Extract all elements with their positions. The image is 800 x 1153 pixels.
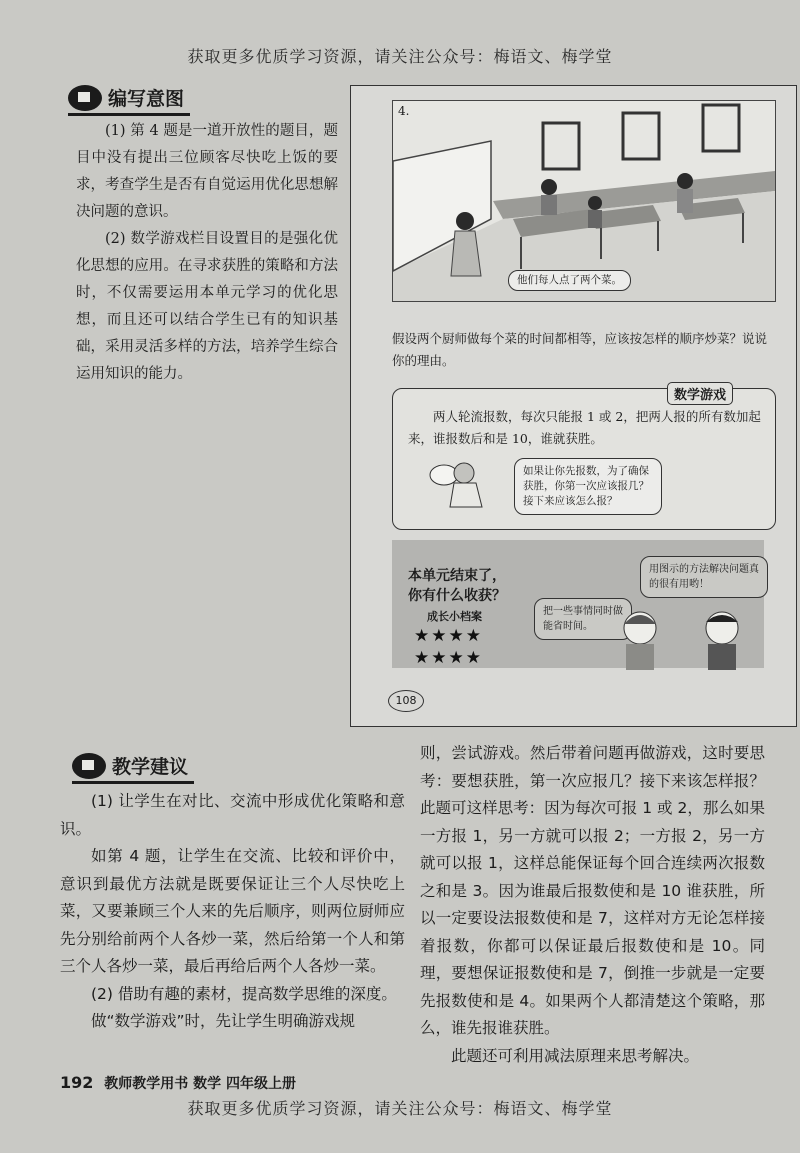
suggestion-paragraph-1: (1) 让学生在对比、交流中形成优化策略和意识。 bbox=[60, 792, 405, 838]
math-game-title: 数学游戏 bbox=[667, 382, 733, 405]
footer-book-title: 教师教学用书 数学 四年级上册 bbox=[104, 1076, 297, 1092]
stars-row-1: ★★★★ bbox=[414, 626, 483, 646]
problem-question: 假设两个厨师做每个菜的时间都相等，应该按怎样的顺序炒菜？说说你的理由。 bbox=[392, 331, 768, 368]
intent-paragraph-2: (2) 数学游戏栏目设置目的是强化优化思想的应用。在寻求获胜的策略和方法时，不仅需要运用本单元学习的优化思想，而且还可以结合学生已有的知识基础，采用灵活多样的方法，培养学生综合运用知识的能力。 bbox=[76, 231, 338, 382]
suggestion-left-column bbox=[60, 788, 405, 1036]
leaf-icon bbox=[72, 753, 106, 779]
intent-text bbox=[76, 118, 338, 388]
suggestion-heading bbox=[72, 752, 194, 784]
suggestion-right-column bbox=[420, 740, 765, 1070]
waitress-speech-bubble: 他们每人点了两个菜。 bbox=[508, 270, 631, 291]
intent-paragraph-1: (1) 第 4 题是一道开放性的题目，题目中没有提出三位顾客尽快吃上饭的要求，考查学生是否有自觉运用优化思想解决问题的意识。 bbox=[76, 123, 338, 220]
page-footer bbox=[60, 1073, 296, 1093]
children-figures bbox=[612, 606, 762, 674]
math-game-rule: 两人轮流报数，每次只能报 1 或 2，把两人报的所有数加起来，谁报数后和是 10，谁就获胜。 bbox=[408, 409, 761, 446]
summary-title: 本单元结束了，你有什么收获？ bbox=[408, 568, 506, 604]
textbook-page-number: 108 bbox=[388, 690, 424, 712]
suggestion-paragraph-2: 如第 4 题，让学生在交流、比较和评价中，意识到最优方法就是既要保证让三个人尽快吃上菜，又要兼顾三个人来的先后顺序，则两位厨师应先分别给前两个人各炒一菜，然后给第一个人和第三个人各炒一菜，最后再给后两个人各炒一菜。 bbox=[60, 847, 405, 975]
suggestion-paragraph-4: 做“数学游戏”时，先让学生明确游戏规 bbox=[91, 1012, 356, 1030]
top-watermark: 获取更多优质学习资源，请关注公众号：梅语文、梅学堂 bbox=[187, 47, 613, 66]
bottom-watermark: 获取更多优质学习资源，请关注公众号：梅语文、梅学堂 bbox=[187, 1099, 613, 1118]
stars-row-2: ★★★★ bbox=[414, 648, 483, 668]
tip-bubble-right: 用图示的方法解决问题真的很有用哟！ bbox=[640, 556, 768, 598]
suggestion-paragraph-3: (2) 借助有趣的素材，提高数学思维的深度。 bbox=[91, 984, 397, 1003]
book-icon bbox=[68, 85, 102, 111]
suggestion-heading-label: 教学建议 bbox=[112, 756, 189, 778]
intent-heading bbox=[68, 84, 190, 116]
game-hint-bubble: 如果让你先报数，为了确保获胜，你第一次应该报几？接下来应该怎么报？ bbox=[514, 458, 662, 515]
footer-page-number: 192 bbox=[60, 1073, 94, 1092]
intent-heading-label: 编写意图 bbox=[108, 88, 185, 110]
suggestion-right-paragraph-2: 此题还可利用减法原理来思考解决。 bbox=[451, 1046, 700, 1065]
suggestion-right-paragraph-1: 则，尝试游戏。然后带着问题再做游戏，这时要思考：要想获胜，第一次应报几？接下来该怎样报？此题可这样思考：因为每次可报 1 或 2，那么如果一方报 1，另一方就可以报 2；一方报 2，另一方就可以报 1，这样总能保证每个回合连续两次报数之和是 3。因为谁最后报数使和是 10 谁获胜，所以一定要设法报数使和是 7，这样对方无论怎样接着报数，你都可以保证最后报数使和是 10。同理，要想保证报数使和是 7，倒推一步就是一定要先报数使和是 4。如果两个人都清楚这个策略，那么，谁先报谁获胜。 bbox=[420, 744, 765, 1037]
problem-number: 4. bbox=[398, 104, 410, 118]
fairy-figure bbox=[424, 455, 494, 517]
tip-bubble-left: 把一些事情同时做能省时间。 bbox=[534, 598, 632, 640]
growth-archive-label: 成长小档案 bbox=[427, 610, 482, 623]
